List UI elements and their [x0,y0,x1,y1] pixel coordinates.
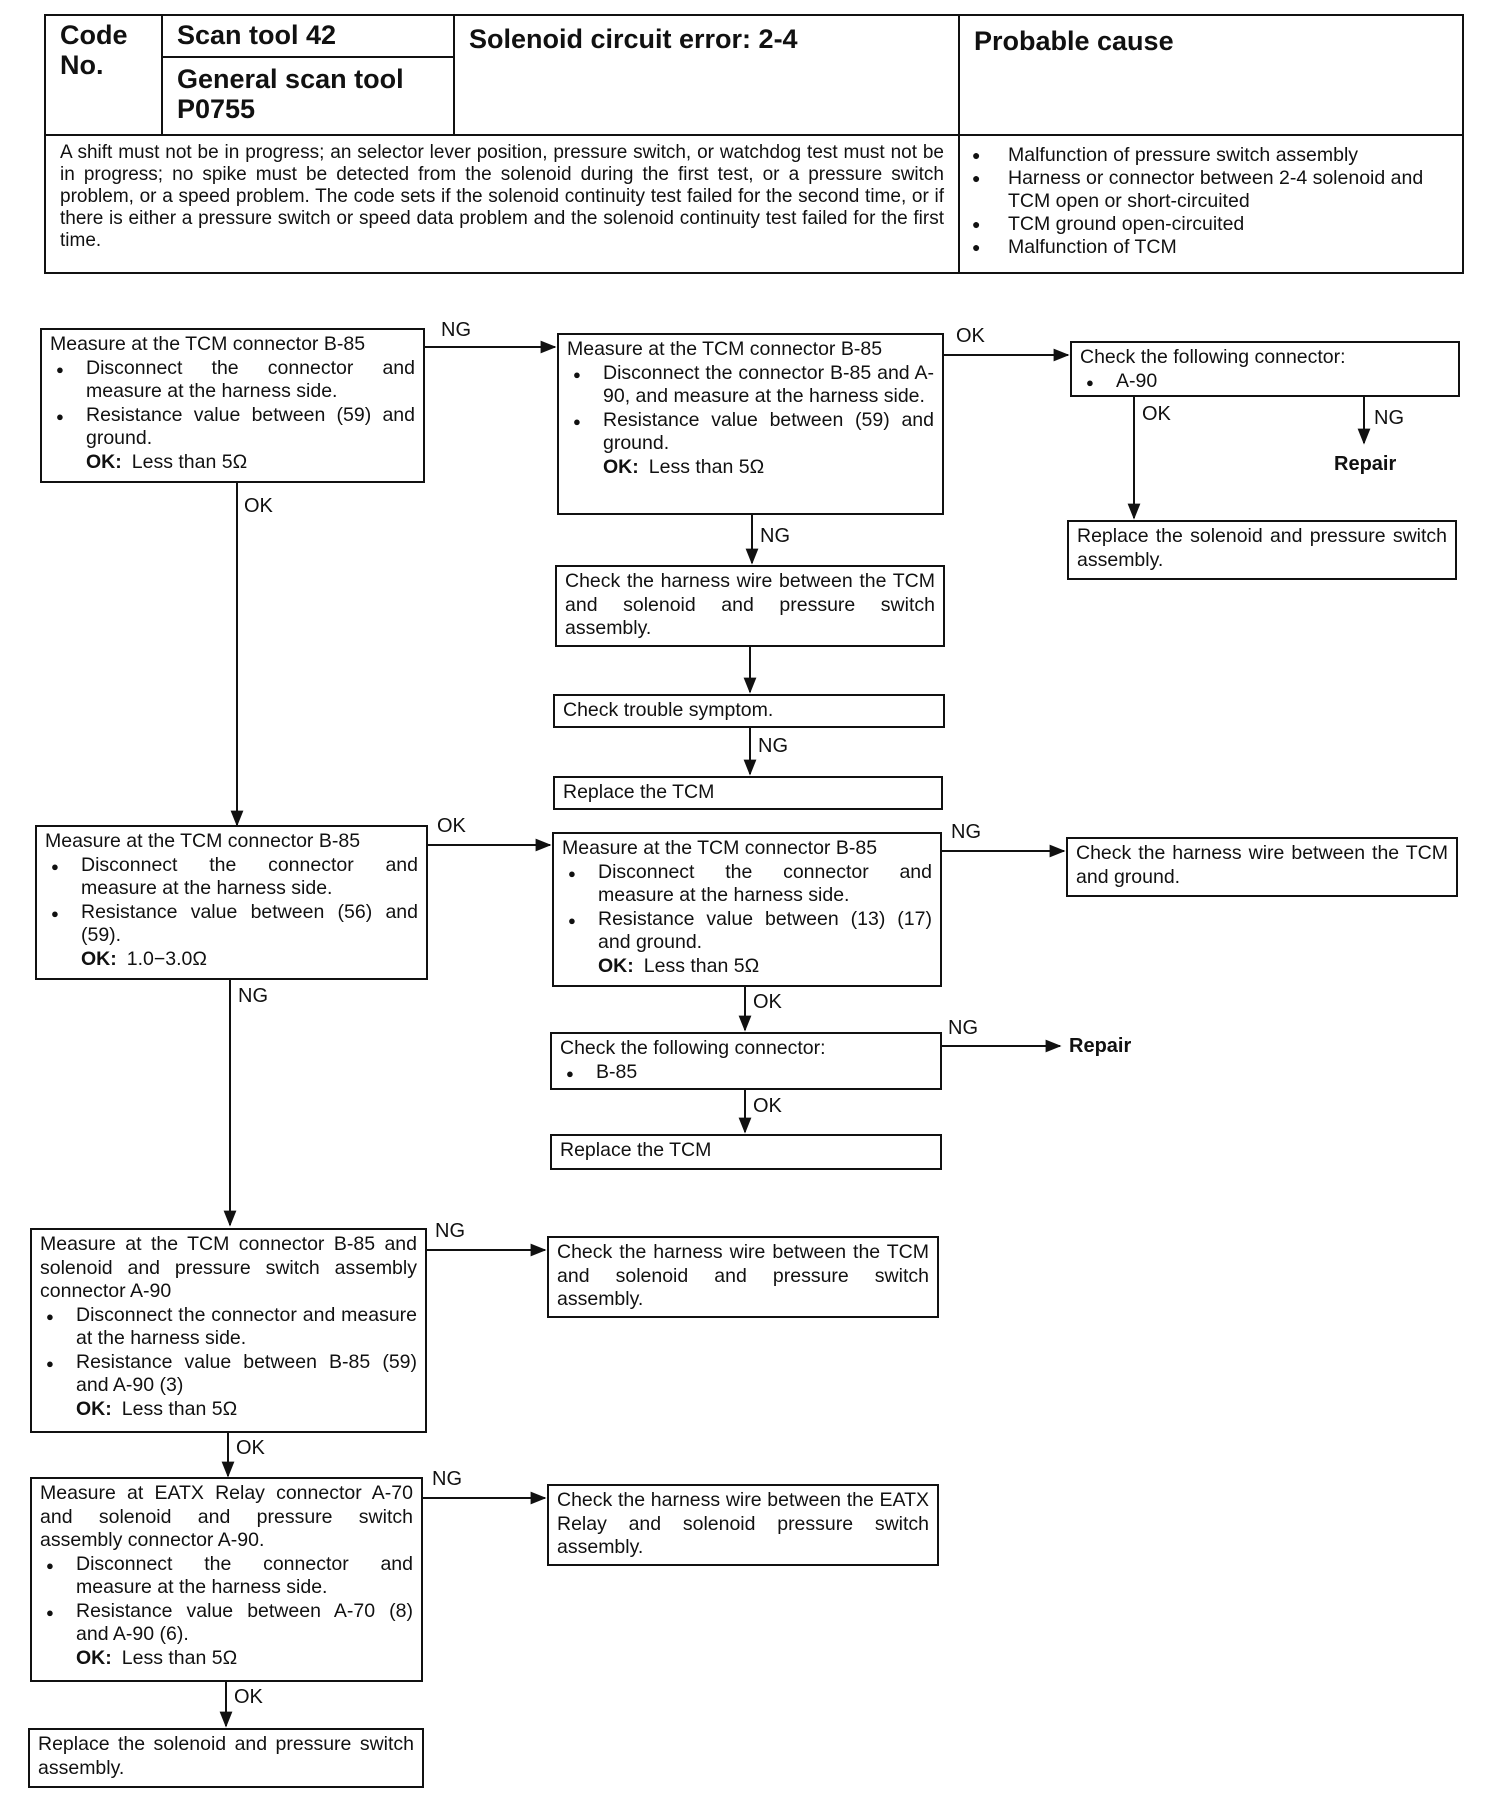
step-bullet: ● Resistance value between B-85 (59) and A-90 (3) [40,1351,417,1398]
step-box-8 [35,825,428,980]
step-bullet: ● Disconnect the connector and measure at the harness side. [50,357,415,404]
label-ng: NG [238,985,268,1007]
ok-label: OK: [598,954,634,977]
label-ng: NG [432,1468,462,1490]
label-ng: NG [435,1220,465,1242]
ok-label: OK: [76,1397,112,1420]
step-box-14 [547,1236,939,1318]
ok-value: Less than 5Ω [121,1397,238,1420]
step-text: Check the harness wire between the TCM and solenoid and pressure switch assembly. [557,1241,929,1310]
step-text: Replace the solenoid and pressure switch assembly. [38,1733,414,1779]
repair-label: Repair [1069,1035,1132,1057]
step-bullet: ● Disconnect the connector and measure at the harness side. [40,1304,417,1351]
ok-label: OK: [603,455,639,478]
step-bullet: ● Disconnect the connector and measure at the harness side. [45,854,418,901]
step-title: Check the following connector: [560,1037,826,1059]
step-title: Measure at the TCM connector B-85 [567,338,883,360]
step-box-9 [552,832,942,987]
ok-label: OK: [76,1646,112,1669]
label-ok: OK [753,1095,782,1117]
step-text: Check trouble symptom. [563,699,774,721]
step-bullet: ● B-85 [560,1061,932,1085]
step-box-1 [40,328,425,483]
step-bullet: ● Disconnect the connector B-85 and A-90, and measure at the harness side. [567,362,934,409]
step-title: Measure at the TCM connector B-85 and solenoid and pressure switch assembly connector A-90 [40,1233,417,1302]
step-text: Replace the solenoid and pressure switch assembly. [1077,525,1447,571]
label-ok: OK [236,1437,265,1459]
step-box-16 [547,1484,939,1566]
general-scan-tool-code: General scan tool P0755 [177,64,404,124]
step-title: Check the following connector: [1080,346,1346,368]
label-ng: NG [948,1017,978,1039]
ok-label: OK: [86,450,122,473]
ok-value: Less than 5Ω [121,1646,238,1669]
repair-label: Repair [1334,453,1397,475]
label-ng: NG [758,735,788,757]
step-bullet: ● A-90 [1080,370,1450,394]
step-text: Check the harness wire between the TCM and solenoid and pressure switch assembly. [565,570,935,639]
code-no-label: Code No. [60,20,128,80]
cause-item: ● TCM ground open-circuited [970,213,1450,236]
step-box-3 [1070,341,1460,397]
step-bullet: ● Resistance value between (13) (17) and ground. [562,908,932,955]
label-ok: OK [244,495,273,517]
step-text: Check the harness wire between the EATX Relay and solenoid pressure switch assembly. [557,1489,929,1558]
step-title: Measure at the TCM connector B-85 [50,333,366,355]
step-title: Measure at the TCM connector B-85 [562,837,878,859]
step-bullet: ● Disconnect the connector and measure at the harness side. [562,861,932,908]
step-box-12 [550,1134,942,1170]
probable-cause-title: Probable cause [974,26,1174,56]
cause-item: ● Malfunction of pressure switch assembly [970,144,1450,167]
step-bullet: ● Disconnect the connector and measure at the harness side. [40,1553,413,1600]
step-box-4 [1067,520,1457,580]
step-box-15 [30,1477,423,1682]
ok-value: Less than 5Ω [648,455,765,478]
ok-value: Less than 5Ω [131,450,248,473]
label-ok: OK [234,1686,263,1708]
ok-value: Less than 5Ω [643,954,760,977]
step-bullet: ● Resistance value between (59) and ground. [567,409,934,456]
step-box-17 [28,1728,424,1788]
label-ok: OK [1142,403,1171,425]
step-box-6 [553,694,945,728]
scan-tool-code: Scan tool 42 [177,20,337,50]
step-text: Check the harness wire between the TCM and ground. [1076,842,1448,888]
step-box-11 [550,1032,942,1090]
step-title: Measure at the TCM connector B-85 [45,830,361,852]
step-box-10 [1066,837,1458,897]
label-ok: OK [753,991,782,1013]
step-bullet: ● Resistance value between A-70 (8) and A-90 (6). [40,1600,413,1647]
step-title: Measure at EATX Relay connector A-70 and solenoid and pressure switch assembly connector A-90. [40,1482,413,1551]
step-box-2 [557,333,944,515]
step-bullet: ● Resistance value between (59) and ground. [50,404,415,451]
cause-item: ● Malfunction of TCM [970,236,1450,259]
step-box-5 [555,565,945,647]
ok-value: 1.0−3.0Ω [126,947,207,970]
label-ng: NG [951,821,981,843]
ok-label: OK: [81,947,117,970]
label-ng: NG [441,319,471,341]
step-box-13 [30,1228,427,1433]
label-ng: NG [760,525,790,547]
set-condition-text: A shift must not be in progress; an selector lever position, pressure switch, or watchdog test must not be in progress; no spike must be detected from the solenoid during the first test, or a pressure switch problem, or a speed problem. The code sets if the solenoid continuity test failed for the second time, or if there is either a pressure switch or speed data problem and the solenoid continuity test failed for the first time. [60,142,944,251]
label-ng: NG [1374,407,1404,429]
error-title: Solenoid circuit error: 2-4 [469,24,798,54]
label-ok: OK [956,325,985,347]
step-box-7 [553,776,943,810]
step-bullet: ● Resistance value between (56) and (59). [45,901,418,948]
step-text: Replace the TCM [563,781,715,803]
cause-item: ● Harness or connector between 2-4 solenoid and TCM open or short-circuited [970,167,1450,213]
step-text: Replace the TCM [560,1139,712,1161]
label-ok: OK [437,815,466,837]
